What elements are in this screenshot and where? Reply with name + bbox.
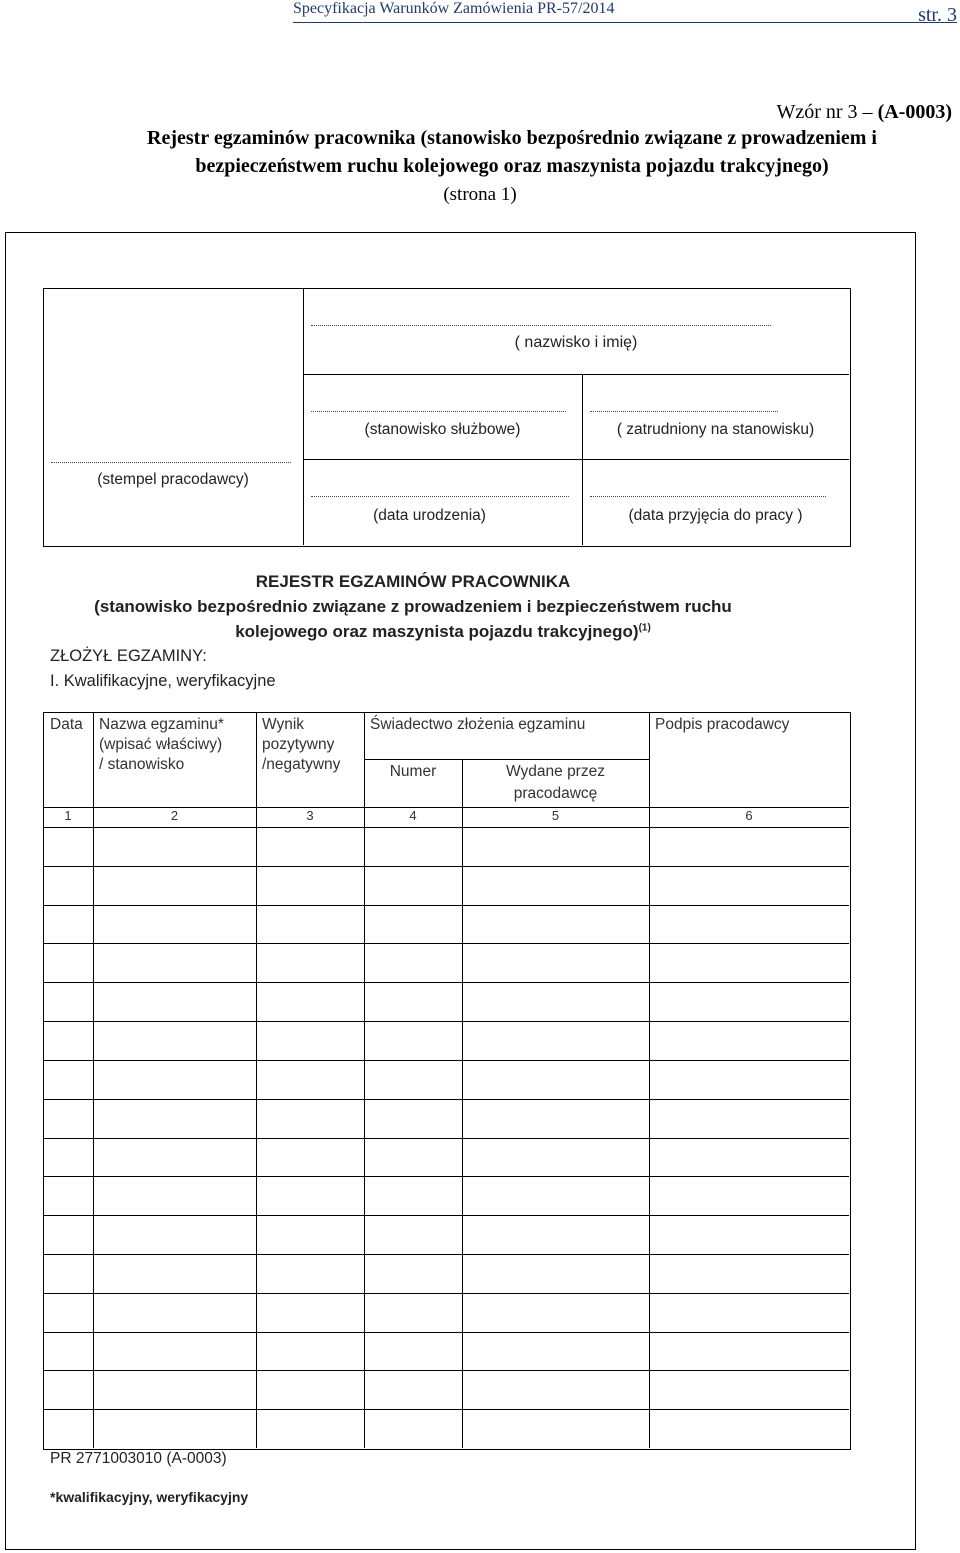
table-row[interactable] (43, 1021, 849, 1022)
header-result-3: /negatywny (262, 756, 341, 773)
header-exam-name-3: / stanowisko (99, 756, 185, 773)
stamp-line[interactable] (51, 462, 291, 463)
header-number: Numer (389, 763, 437, 780)
column-number: 1 (64, 808, 72, 823)
birth-date-line[interactable] (311, 496, 569, 497)
birth-date-label: (data urodzenia) (373, 507, 486, 524)
header-signature: Podpis pracodawcy (655, 716, 790, 733)
table-row[interactable] (43, 905, 849, 906)
header-date: Data (50, 716, 83, 733)
form-code: PR 2771003010 (A-0003) (50, 1450, 227, 1467)
hire-date-label: (data przyjęcia do pracy ) (628, 507, 803, 524)
divider (303, 459, 849, 460)
template-code: (A-0003) (877, 101, 952, 123)
column-number: 3 (306, 808, 314, 823)
header-issued-2: pracodawcę (513, 785, 598, 802)
document-header: Specyfikacja Warunków Zamówienia PR-57/2014 (293, 0, 615, 17)
exams-heading: ZŁOŻYŁ EGZAMINY: (50, 647, 207, 665)
template-prefix: Wzór nr 3 – (776, 101, 878, 123)
table-row[interactable] (43, 1215, 849, 1216)
document-title-line-2: bezpieczeństwem ruchu kolejowego oraz maszynista pojazdu trakcyjnego) (195, 155, 829, 177)
register-subtitle-2 (43, 622, 843, 642)
name-line[interactable] (311, 325, 771, 326)
header-divider (364, 759, 649, 760)
register-title: REJESTR EGZAMINÓW PRACOWNIKA (255, 572, 571, 591)
row-divider (43, 827, 849, 828)
table-row[interactable] (43, 866, 849, 867)
header-exam-name-2: (wpisać właściwy) (99, 736, 223, 753)
table-row[interactable] (43, 1138, 849, 1139)
page-note: (strona 1) (443, 184, 517, 205)
table-row[interactable] (43, 1293, 849, 1294)
footnote: *kwalifikacyjny, weryfikacyjny (50, 1489, 249, 1505)
position-line[interactable] (311, 411, 566, 412)
header-certificate: Świadectwo złożenia egzaminu (370, 716, 586, 733)
section-heading: I. Kwalifikacyjne, weryfikacyjne (50, 672, 276, 690)
header-result-1: Wynik (262, 716, 305, 733)
template-label (776, 101, 952, 124)
hire-date-line[interactable] (590, 496, 826, 497)
table-row[interactable] (43, 1176, 849, 1177)
column-number: 5 (551, 808, 560, 823)
table-row[interactable] (43, 1099, 849, 1100)
register-subtitle-1: (stanowisko bezpośrednio związane z prowadzeniem i bezpieczeństwem ruchu (94, 597, 732, 616)
table-row[interactable] (43, 943, 849, 944)
table-row[interactable] (43, 1370, 849, 1371)
header-result-2: pozytywny (262, 736, 335, 753)
column-number: 2 (170, 808, 179, 823)
table-row[interactable] (43, 1332, 849, 1333)
header-exam-name-1: Nazwa egzaminu* (99, 716, 224, 733)
position-label: (stanowisko służbowe) (364, 421, 521, 438)
header-divider (293, 22, 957, 23)
table-row[interactable] (43, 1060, 849, 1061)
column-number: 4 (409, 808, 417, 823)
header-issued-1: Wydane przez (506, 763, 605, 780)
stamp-label: (stempel pracodawcy) (97, 471, 249, 488)
column-number: 6 (745, 808, 753, 823)
name-label: ( nazwisko i imię) (514, 334, 638, 351)
footnote-ref: (1) (638, 622, 651, 634)
table-row[interactable] (43, 1254, 849, 1255)
table-row[interactable] (43, 982, 849, 983)
column-divider (462, 759, 463, 1448)
employed-line[interactable] (590, 411, 778, 412)
divider (303, 374, 849, 375)
table-row[interactable] (43, 1409, 849, 1410)
register-subtitle-2-text: kolejowego oraz maszynista pojazdu trakcyjnego) (235, 622, 639, 641)
document-title-line-1: Rejestr egzaminów pracownika (stanowisko bezpośrednio związane z prowadzeniem i (147, 127, 877, 149)
page-number: str. 3 (918, 4, 957, 26)
employed-label: ( zatrudniony na stanowisku) (616, 421, 815, 438)
